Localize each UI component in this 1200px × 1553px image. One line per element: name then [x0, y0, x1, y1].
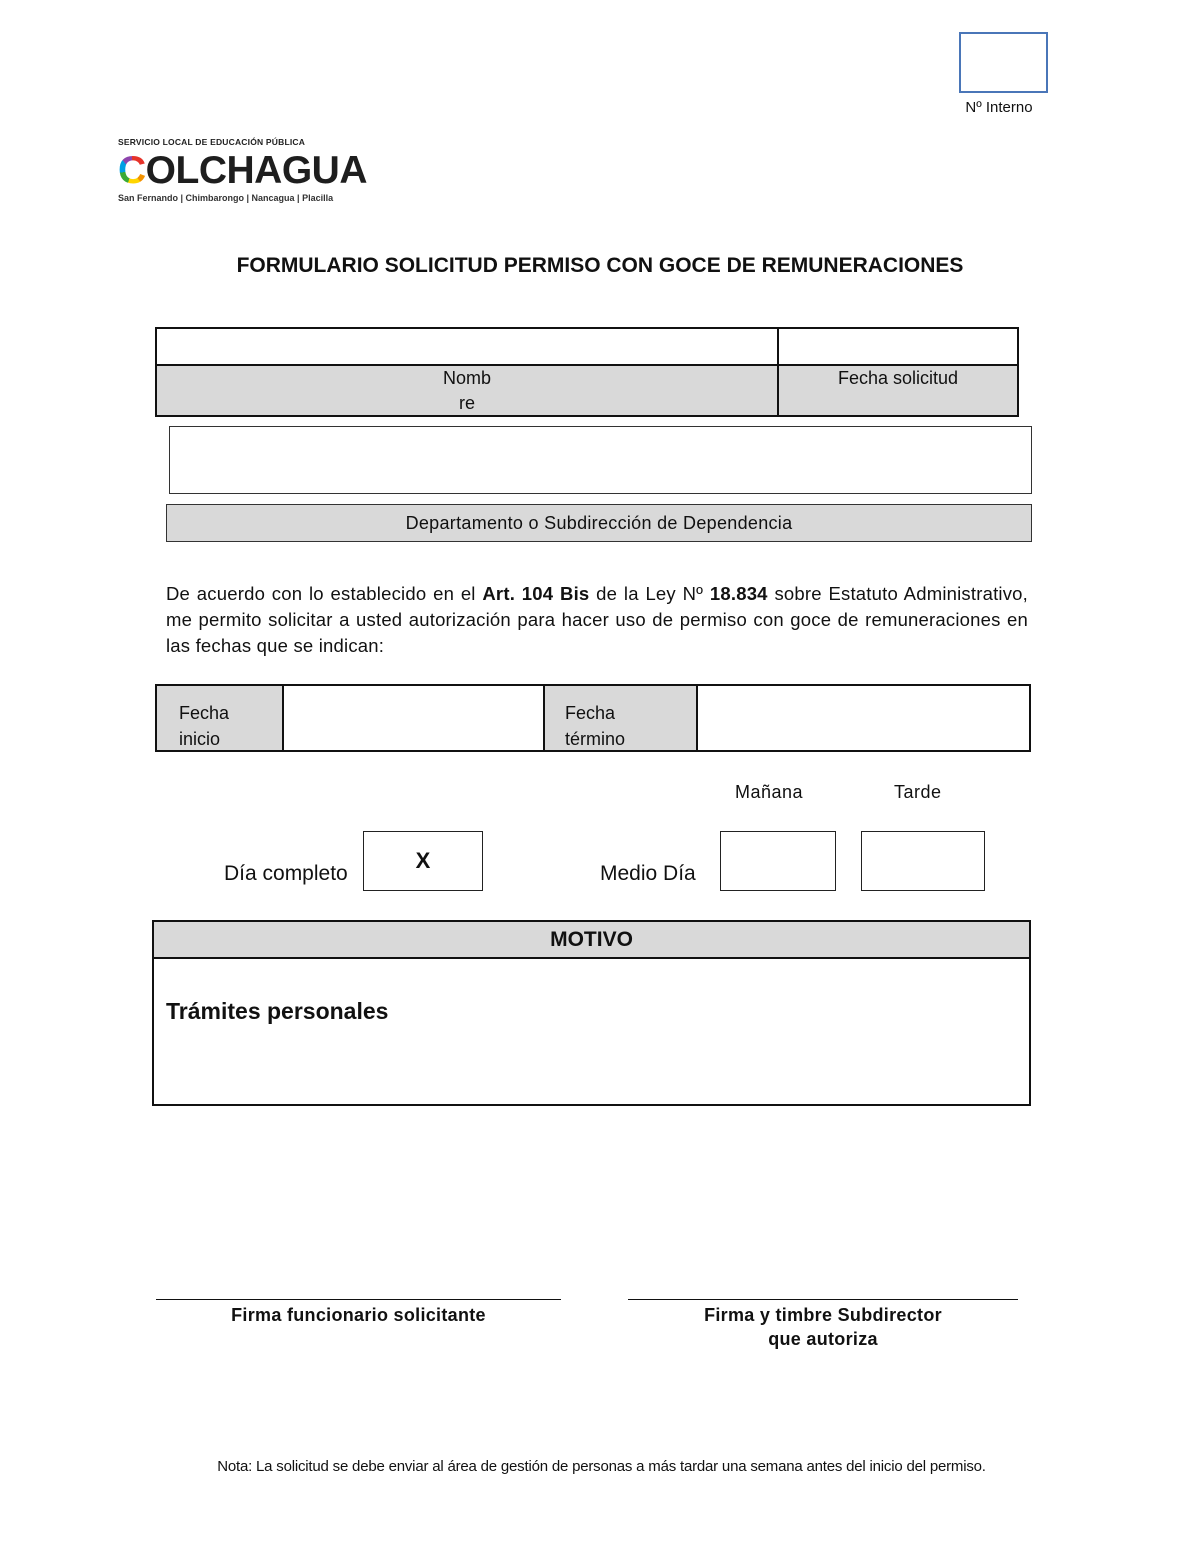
signature-line-right	[628, 1299, 1018, 1300]
request-paragraph	[166, 581, 1028, 659]
full-day-label: Día completo	[224, 862, 348, 885]
motivo-table	[152, 920, 1031, 1106]
footer-note: Nota: La solicitud se debe enviar al área de gestión de personas a más tardar una semana antes del inicio del permiso.	[217, 1458, 986, 1475]
form-title: FORMULARIO SOLICITUD PERMISO CON GOCE DE REMUNERACIONES	[236, 254, 964, 277]
date-request-field[interactable]	[779, 329, 1017, 366]
name-field[interactable]	[157, 329, 779, 366]
end-date-label-line2: término	[565, 729, 626, 749]
end-date-label-line1: Fecha	[565, 703, 616, 723]
signature-left-label: Firma funcionario solicitante	[231, 1305, 486, 1325]
full-day-checkbox[interactable]	[363, 831, 483, 891]
department-field[interactable]	[169, 426, 1032, 494]
department-label: Departamento o Subdirección de Dependencia	[405, 512, 793, 533]
start-date-label-line2: inicio	[179, 729, 221, 749]
signature-line-left	[156, 1299, 561, 1300]
end-date-label-cell	[545, 686, 698, 750]
signature-right-line1: Firma y timbre Subdirector	[704, 1305, 942, 1325]
logo-bottom-text: San Fernando | Chimbarongo | Nancagua | Placilla	[118, 193, 334, 203]
date-label: Fecha solicitud	[837, 368, 959, 388]
paragraph-text-3: sobre Estatuto Administrativo, me permito solicitar a usted autorización para hacer uso de permiso con goce de remuneraciones en las fechas que se indican:	[166, 583, 1028, 656]
logo-main-text: OLCHAGUA	[145, 149, 367, 192]
logo	[118, 137, 378, 203]
start-date-label-cell	[157, 686, 284, 750]
internal-number-box[interactable]	[959, 32, 1048, 93]
logo-top-text: SERVICIO LOCAL DE EDUCACIÓN PÚBLICA	[118, 137, 306, 147]
half-day-label: Medio Día	[600, 862, 696, 885]
name-label-cell	[157, 366, 779, 415]
header-table	[155, 327, 1019, 417]
morning-label: Mañana	[735, 782, 804, 802]
afternoon-label: Tarde	[894, 782, 942, 802]
paragraph-text-1: De acuerdo con lo establecido en el	[166, 583, 483, 604]
logo-c-letter: C	[118, 149, 146, 192]
motivo-value: Trámites personales	[166, 998, 389, 1024]
signature-right-label	[628, 1303, 1018, 1351]
paragraph-law-number: 18.834	[709, 583, 768, 604]
department-label-cell	[166, 504, 1032, 542]
internal-number-label: Nº Interno	[965, 99, 1033, 116]
date-label-cell	[779, 366, 1017, 415]
name-label-line1: Nomb	[442, 368, 491, 388]
dates-table	[155, 684, 1031, 752]
paragraph-text-2: de la Ley Nº	[589, 583, 710, 604]
motivo-field[interactable]	[166, 998, 388, 1025]
motivo-header	[154, 922, 1029, 959]
paragraph-article: Art. 104 Bis	[482, 583, 590, 604]
start-date-field[interactable]	[284, 686, 545, 750]
signature-right-line2: que autoriza	[768, 1329, 878, 1349]
start-date-label-line1: Fecha	[179, 703, 230, 723]
end-date-field[interactable]	[698, 686, 1029, 750]
name-label-line2: re	[458, 393, 475, 413]
morning-checkbox[interactable]	[720, 831, 836, 891]
motivo-header-text: MOTIVO	[550, 927, 633, 951]
full-day-mark: X	[415, 848, 431, 873]
afternoon-checkbox[interactable]	[861, 831, 985, 891]
